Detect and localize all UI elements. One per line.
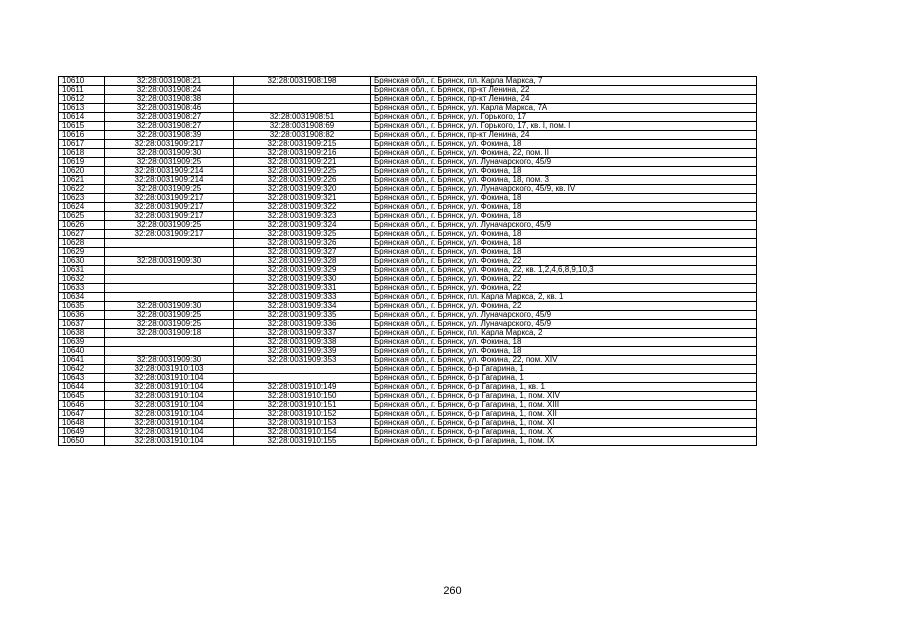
building-cadastral-number-cell: 32:28:0031909:321 bbox=[234, 194, 371, 203]
row-number-cell: 10621 bbox=[59, 176, 105, 185]
land-cadastral-number-cell bbox=[105, 266, 234, 275]
address-cell: Брянская обл., г. Брянск, ул. Фокина, 18 bbox=[371, 239, 757, 248]
table-row bbox=[59, 86, 757, 95]
table-row bbox=[59, 302, 757, 311]
row-number-cell: 10649 bbox=[59, 428, 105, 437]
table-row bbox=[59, 392, 757, 401]
row-number-cell: 10633 bbox=[59, 284, 105, 293]
building-cadastral-number-cell: 32:28:0031908:51 bbox=[234, 113, 371, 122]
building-cadastral-number-cell bbox=[234, 104, 371, 113]
land-cadastral-number-cell: 32:28:0031908:27 bbox=[105, 122, 234, 131]
row-number-cell: 10628 bbox=[59, 239, 105, 248]
building-cadastral-number-cell: 32:28:0031909:326 bbox=[234, 239, 371, 248]
registry-table-body bbox=[59, 77, 757, 446]
page-number: 260 bbox=[443, 585, 462, 597]
address-cell: Брянская обл., г. Брянск, пл. Карла Маркса, 7 bbox=[371, 77, 757, 86]
table-row bbox=[59, 356, 757, 365]
row-number-cell: 10624 bbox=[59, 203, 105, 212]
table-row bbox=[59, 104, 757, 113]
building-cadastral-number-cell: 32:28:0031909:337 bbox=[234, 329, 371, 338]
address-cell: Брянская обл., г. Брянск, ул. Горького, 17 bbox=[371, 113, 757, 122]
building-cadastral-number-cell: 32:28:0031909:323 bbox=[234, 212, 371, 221]
building-cadastral-number-cell: 32:28:0031910:150 bbox=[234, 392, 371, 401]
table-row bbox=[59, 338, 757, 347]
row-number-cell: 10646 bbox=[59, 401, 105, 410]
land-cadastral-number-cell: 32:28:0031909:25 bbox=[105, 221, 234, 230]
row-number-cell: 10610 bbox=[59, 77, 105, 86]
building-cadastral-number-cell bbox=[234, 95, 371, 104]
table-row bbox=[59, 437, 757, 446]
address-cell: Брянская обл., г. Брянск, б-р Гагарина, 1, пом. IX bbox=[371, 437, 757, 446]
address-cell: Брянская обл., г. Брянск, ул. Луначарского, 45/9 bbox=[371, 158, 757, 167]
address-cell: Брянская обл., г. Брянск, ул. Луначарского, 45/9 bbox=[371, 320, 757, 329]
row-number-cell: 10640 bbox=[59, 347, 105, 356]
land-cadastral-number-cell: 32:28:0031909:30 bbox=[105, 302, 234, 311]
land-cadastral-number-cell: 32:28:0031908:24 bbox=[105, 86, 234, 95]
table-row bbox=[59, 428, 757, 437]
table-row bbox=[59, 203, 757, 212]
land-cadastral-number-cell: 32:28:0031909:214 bbox=[105, 167, 234, 176]
land-cadastral-number-cell: 32:28:0031909:217 bbox=[105, 203, 234, 212]
land-cadastral-number-cell: 32:28:0031910:104 bbox=[105, 401, 234, 410]
address-cell: Брянская обл., г. Брянск, б-р Гагарина, 1, пом. XIII bbox=[371, 401, 757, 410]
table-row bbox=[59, 122, 757, 131]
row-number-cell: 10643 bbox=[59, 374, 105, 383]
row-number-cell: 10616 bbox=[59, 131, 105, 140]
address-cell: Брянская обл., г. Брянск, ул. Фокина, 18 bbox=[371, 248, 757, 257]
land-cadastral-number-cell: 32:28:0031909:25 bbox=[105, 311, 234, 320]
table-row bbox=[59, 293, 757, 302]
table-row bbox=[59, 230, 757, 239]
land-cadastral-number-cell: 32:28:0031908:38 bbox=[105, 95, 234, 104]
address-cell: Брянская обл., г. Брянск, ул. Фокина, 18 bbox=[371, 230, 757, 239]
table-row bbox=[59, 167, 757, 176]
building-cadastral-number-cell: 32:28:0031908:82 bbox=[234, 131, 371, 140]
table-row bbox=[59, 311, 757, 320]
building-cadastral-number-cell: 32:28:0031909:226 bbox=[234, 176, 371, 185]
row-number-cell: 10642 bbox=[59, 365, 105, 374]
row-number-cell: 10611 bbox=[59, 86, 105, 95]
building-cadastral-number-cell: 32:28:0031909:320 bbox=[234, 185, 371, 194]
row-number-cell: 10647 bbox=[59, 410, 105, 419]
address-cell: Брянская обл., г. Брянск, ул. Фокина, 22, пом. II bbox=[371, 149, 757, 158]
address-cell: Брянская обл., г. Брянск, пр-кт Ленина, 24 bbox=[371, 131, 757, 140]
table-row bbox=[59, 158, 757, 167]
table-row bbox=[59, 419, 757, 428]
table-row bbox=[59, 401, 757, 410]
building-cadastral-number-cell: 32:28:0031909:328 bbox=[234, 257, 371, 266]
row-number-cell: 10613 bbox=[59, 104, 105, 113]
building-cadastral-number-cell: 32:28:0031910:153 bbox=[234, 419, 371, 428]
table-row bbox=[59, 77, 757, 86]
land-cadastral-number-cell: 32:28:0031909:30 bbox=[105, 356, 234, 365]
row-number-cell: 10638 bbox=[59, 329, 105, 338]
building-cadastral-number-cell: 32:28:0031909:327 bbox=[234, 248, 371, 257]
land-cadastral-number-cell: 32:28:0031909:30 bbox=[105, 149, 234, 158]
address-cell: Брянская обл., г. Брянск, ул. Фокина, 18 bbox=[371, 212, 757, 221]
building-cadastral-number-cell: 32:28:0031909:338 bbox=[234, 338, 371, 347]
address-cell: Брянская обл., г. Брянск, б-р Гагарина, 1, пом. XIV bbox=[371, 392, 757, 401]
land-cadastral-number-cell: 32:28:0031908:46 bbox=[105, 104, 234, 113]
address-cell: Брянская обл., г. Брянск, ул. Фокина, 22 bbox=[371, 302, 757, 311]
land-cadastral-number-cell: 32:28:0031910:104 bbox=[105, 383, 234, 392]
row-number-cell: 10631 bbox=[59, 266, 105, 275]
building-cadastral-number-cell: 32:28:0031909:335 bbox=[234, 311, 371, 320]
address-cell: Брянская обл., г. Брянск, б-р Гагарина, 1, пом. XII bbox=[371, 410, 757, 419]
row-number-cell: 10644 bbox=[59, 383, 105, 392]
address-cell: Брянская обл., г. Брянск, ул. Фокина, 18 bbox=[371, 347, 757, 356]
address-cell: Брянская обл., г. Брянск, ул. Фокина, 18 bbox=[371, 194, 757, 203]
address-cell: Брянская обл., г. Брянск, ул. Горького, 17, кв. I, пом. I bbox=[371, 122, 757, 131]
building-cadastral-number-cell: 32:28:0031910:149 bbox=[234, 383, 371, 392]
row-number-cell: 10618 bbox=[59, 149, 105, 158]
row-number-cell: 10630 bbox=[59, 257, 105, 266]
row-number-cell: 10625 bbox=[59, 212, 105, 221]
land-cadastral-number-cell bbox=[105, 275, 234, 284]
building-cadastral-number-cell bbox=[234, 365, 371, 374]
address-cell: Брянская обл., г. Брянск, пр-кт Ленина, 22 bbox=[371, 86, 757, 95]
row-number-cell: 10637 bbox=[59, 320, 105, 329]
row-number-cell: 10634 bbox=[59, 293, 105, 302]
building-cadastral-number-cell: 32:28:0031909:215 bbox=[234, 140, 371, 149]
table-row bbox=[59, 95, 757, 104]
land-cadastral-number-cell: 32:28:0031909:30 bbox=[105, 257, 234, 266]
building-cadastral-number-cell bbox=[234, 86, 371, 95]
address-cell: Брянская обл., г. Брянск, ул. Фокина, 22, пом. XIV bbox=[371, 356, 757, 365]
land-cadastral-number-cell: 32:28:0031910:103 bbox=[105, 365, 234, 374]
table-row bbox=[59, 374, 757, 383]
building-cadastral-number-cell: 32:28:0031909:221 bbox=[234, 158, 371, 167]
table-row bbox=[59, 194, 757, 203]
table-row bbox=[59, 275, 757, 284]
table-row bbox=[59, 329, 757, 338]
table-row bbox=[59, 140, 757, 149]
land-cadastral-number-cell: 32:28:0031908:27 bbox=[105, 113, 234, 122]
row-number-cell: 10617 bbox=[59, 140, 105, 149]
building-cadastral-number-cell: 32:28:0031910:152 bbox=[234, 410, 371, 419]
table-row bbox=[59, 284, 757, 293]
land-cadastral-number-cell bbox=[105, 239, 234, 248]
land-cadastral-number-cell: 32:28:0031909:217 bbox=[105, 140, 234, 149]
address-cell: Брянская обл., г. Брянск, ул. Фокина, 18 bbox=[371, 140, 757, 149]
row-number-cell: 10650 bbox=[59, 437, 105, 446]
address-cell: Брянская обл., г. Брянск, ул. Луначарского, 45/9, кв. IV bbox=[371, 185, 757, 194]
building-cadastral-number-cell: 32:28:0031909:225 bbox=[234, 167, 371, 176]
registry-table bbox=[58, 76, 757, 446]
address-cell: Брянская обл., г. Брянск, б-р Гагарина, 1, пом. XI bbox=[371, 419, 757, 428]
land-cadastral-number-cell: 32:28:0031908:39 bbox=[105, 131, 234, 140]
building-cadastral-number-cell: 32:28:0031908:198 bbox=[234, 77, 371, 86]
address-cell: Брянская обл., г. Брянск, ул. Фокина, 22, кв. 1,2,4,6,8,9,10,3 bbox=[371, 266, 757, 275]
land-cadastral-number-cell: 32:28:0031910:104 bbox=[105, 428, 234, 437]
table-row bbox=[59, 257, 757, 266]
building-cadastral-number-cell: 32:28:0031909:333 bbox=[234, 293, 371, 302]
building-cadastral-number-cell: 32:28:0031909:329 bbox=[234, 266, 371, 275]
building-cadastral-number-cell: 32:28:0031909:322 bbox=[234, 203, 371, 212]
row-number-cell: 10632 bbox=[59, 275, 105, 284]
building-cadastral-number-cell: 32:28:0031909:336 bbox=[234, 320, 371, 329]
row-number-cell: 10626 bbox=[59, 221, 105, 230]
table-row bbox=[59, 185, 757, 194]
building-cadastral-number-cell bbox=[234, 374, 371, 383]
land-cadastral-number-cell: 32:28:0031909:18 bbox=[105, 329, 234, 338]
table-row bbox=[59, 383, 757, 392]
address-cell: Брянская обл., г. Брянск, ул. Луначарского, 45/9 bbox=[371, 221, 757, 230]
land-cadastral-number-cell bbox=[105, 338, 234, 347]
address-cell: Брянская обл., г. Брянск, б-р Гагарина, 1 bbox=[371, 365, 757, 374]
row-number-cell: 10614 bbox=[59, 113, 105, 122]
land-cadastral-number-cell: 32:28:0031908:21 bbox=[105, 77, 234, 86]
building-cadastral-number-cell: 32:28:0031910:155 bbox=[234, 437, 371, 446]
building-cadastral-number-cell: 32:28:0031909:339 bbox=[234, 347, 371, 356]
land-cadastral-number-cell: 32:28:0031909:217 bbox=[105, 194, 234, 203]
address-cell: Брянская обл., г. Брянск, пл. Карла Маркса, 2 bbox=[371, 329, 757, 338]
row-number-cell: 10622 bbox=[59, 185, 105, 194]
land-cadastral-number-cell: 32:28:0031909:25 bbox=[105, 320, 234, 329]
address-cell: Брянская обл., г. Брянск, ул. Фокина, 18 bbox=[371, 338, 757, 347]
address-cell: Брянская обл., г. Брянск, ул. Фокина, 18 bbox=[371, 167, 757, 176]
building-cadastral-number-cell: 32:28:0031909:334 bbox=[234, 302, 371, 311]
land-cadastral-number-cell bbox=[105, 293, 234, 302]
land-cadastral-number-cell: 32:28:0031910:104 bbox=[105, 392, 234, 401]
land-cadastral-number-cell: 32:28:0031909:217 bbox=[105, 230, 234, 239]
building-cadastral-number-cell: 32:28:0031910:151 bbox=[234, 401, 371, 410]
table-row bbox=[59, 176, 757, 185]
building-cadastral-number-cell: 32:28:0031909:324 bbox=[234, 221, 371, 230]
table-row bbox=[59, 239, 757, 248]
row-number-cell: 10641 bbox=[59, 356, 105, 365]
land-cadastral-number-cell: 32:28:0031909:25 bbox=[105, 158, 234, 167]
address-cell: Брянская обл., г. Брянск, ул. Фокина, 18, пом. 3 bbox=[371, 176, 757, 185]
row-number-cell: 10639 bbox=[59, 338, 105, 347]
address-cell: Брянская обл., г. Брянск, ул. Фокина, 22 bbox=[371, 257, 757, 266]
building-cadastral-number-cell: 32:28:0031909:325 bbox=[234, 230, 371, 239]
land-cadastral-number-cell: 32:28:0031909:217 bbox=[105, 212, 234, 221]
land-cadastral-number-cell: 32:28:0031910:104 bbox=[105, 419, 234, 428]
building-cadastral-number-cell: 32:28:0031909:216 bbox=[234, 149, 371, 158]
table-row bbox=[59, 266, 757, 275]
land-cadastral-number-cell: 32:28:0031910:104 bbox=[105, 374, 234, 383]
address-cell: Брянская обл., г. Брянск, пл. Карла Маркса, 2, кв. 1 bbox=[371, 293, 757, 302]
table-row bbox=[59, 131, 757, 140]
row-number-cell: 10648 bbox=[59, 419, 105, 428]
land-cadastral-number-cell: 32:28:0031909:214 bbox=[105, 176, 234, 185]
row-number-cell: 10612 bbox=[59, 95, 105, 104]
address-cell: Брянская обл., г. Брянск, ул. Фокина, 22 bbox=[371, 284, 757, 293]
building-cadastral-number-cell: 32:28:0031909:330 bbox=[234, 275, 371, 284]
land-cadastral-number-cell bbox=[105, 284, 234, 293]
row-number-cell: 10623 bbox=[59, 194, 105, 203]
row-number-cell: 10627 bbox=[59, 230, 105, 239]
address-cell: Брянская обл., г. Брянск, ул. Луначарского, 45/9 bbox=[371, 311, 757, 320]
table-row bbox=[59, 212, 757, 221]
building-cadastral-number-cell: 32:28:0031908:69 bbox=[234, 122, 371, 131]
table-row bbox=[59, 113, 757, 122]
address-cell: Брянская обл., г. Брянск, ул. Карла Маркса, 7А bbox=[371, 104, 757, 113]
table-row bbox=[59, 221, 757, 230]
table-row bbox=[59, 410, 757, 419]
row-number-cell: 10635 bbox=[59, 302, 105, 311]
address-cell: Брянская обл., г. Брянск, пр-кт Ленина, 24 bbox=[371, 95, 757, 104]
land-cadastral-number-cell bbox=[105, 347, 234, 356]
row-number-cell: 10636 bbox=[59, 311, 105, 320]
row-number-cell: 10615 bbox=[59, 122, 105, 131]
table-row bbox=[59, 320, 757, 329]
building-cadastral-number-cell: 32:28:0031909:331 bbox=[234, 284, 371, 293]
land-cadastral-number-cell: 32:28:0031910:104 bbox=[105, 437, 234, 446]
building-cadastral-number-cell: 32:28:0031910:154 bbox=[234, 428, 371, 437]
table-row bbox=[59, 347, 757, 356]
table-row bbox=[59, 149, 757, 158]
row-number-cell: 10629 bbox=[59, 248, 105, 257]
address-cell: Брянская обл., г. Брянск, б-р Гагарина, 1 bbox=[371, 374, 757, 383]
address-cell: Брянская обл., г. Брянск, б-р Гагарина, 1, пом. X bbox=[371, 428, 757, 437]
table-row bbox=[59, 248, 757, 257]
land-cadastral-number-cell: 32:28:0031910:104 bbox=[105, 410, 234, 419]
row-number-cell: 10619 bbox=[59, 158, 105, 167]
land-cadastral-number-cell: 32:28:0031909:25 bbox=[105, 185, 234, 194]
address-cell: Брянская обл., г. Брянск, ул. Фокина, 22 bbox=[371, 275, 757, 284]
row-number-cell: 10645 bbox=[59, 392, 105, 401]
row-number-cell: 10620 bbox=[59, 167, 105, 176]
land-cadastral-number-cell bbox=[105, 248, 234, 257]
address-cell: Брянская обл., г. Брянск, ул. Фокина, 18 bbox=[371, 203, 757, 212]
table-row bbox=[59, 365, 757, 374]
building-cadastral-number-cell: 32:28:0031909:353 bbox=[234, 356, 371, 365]
address-cell: Брянская обл., г. Брянск, б-р Гагарина, 1, кв. 1 bbox=[371, 383, 757, 392]
